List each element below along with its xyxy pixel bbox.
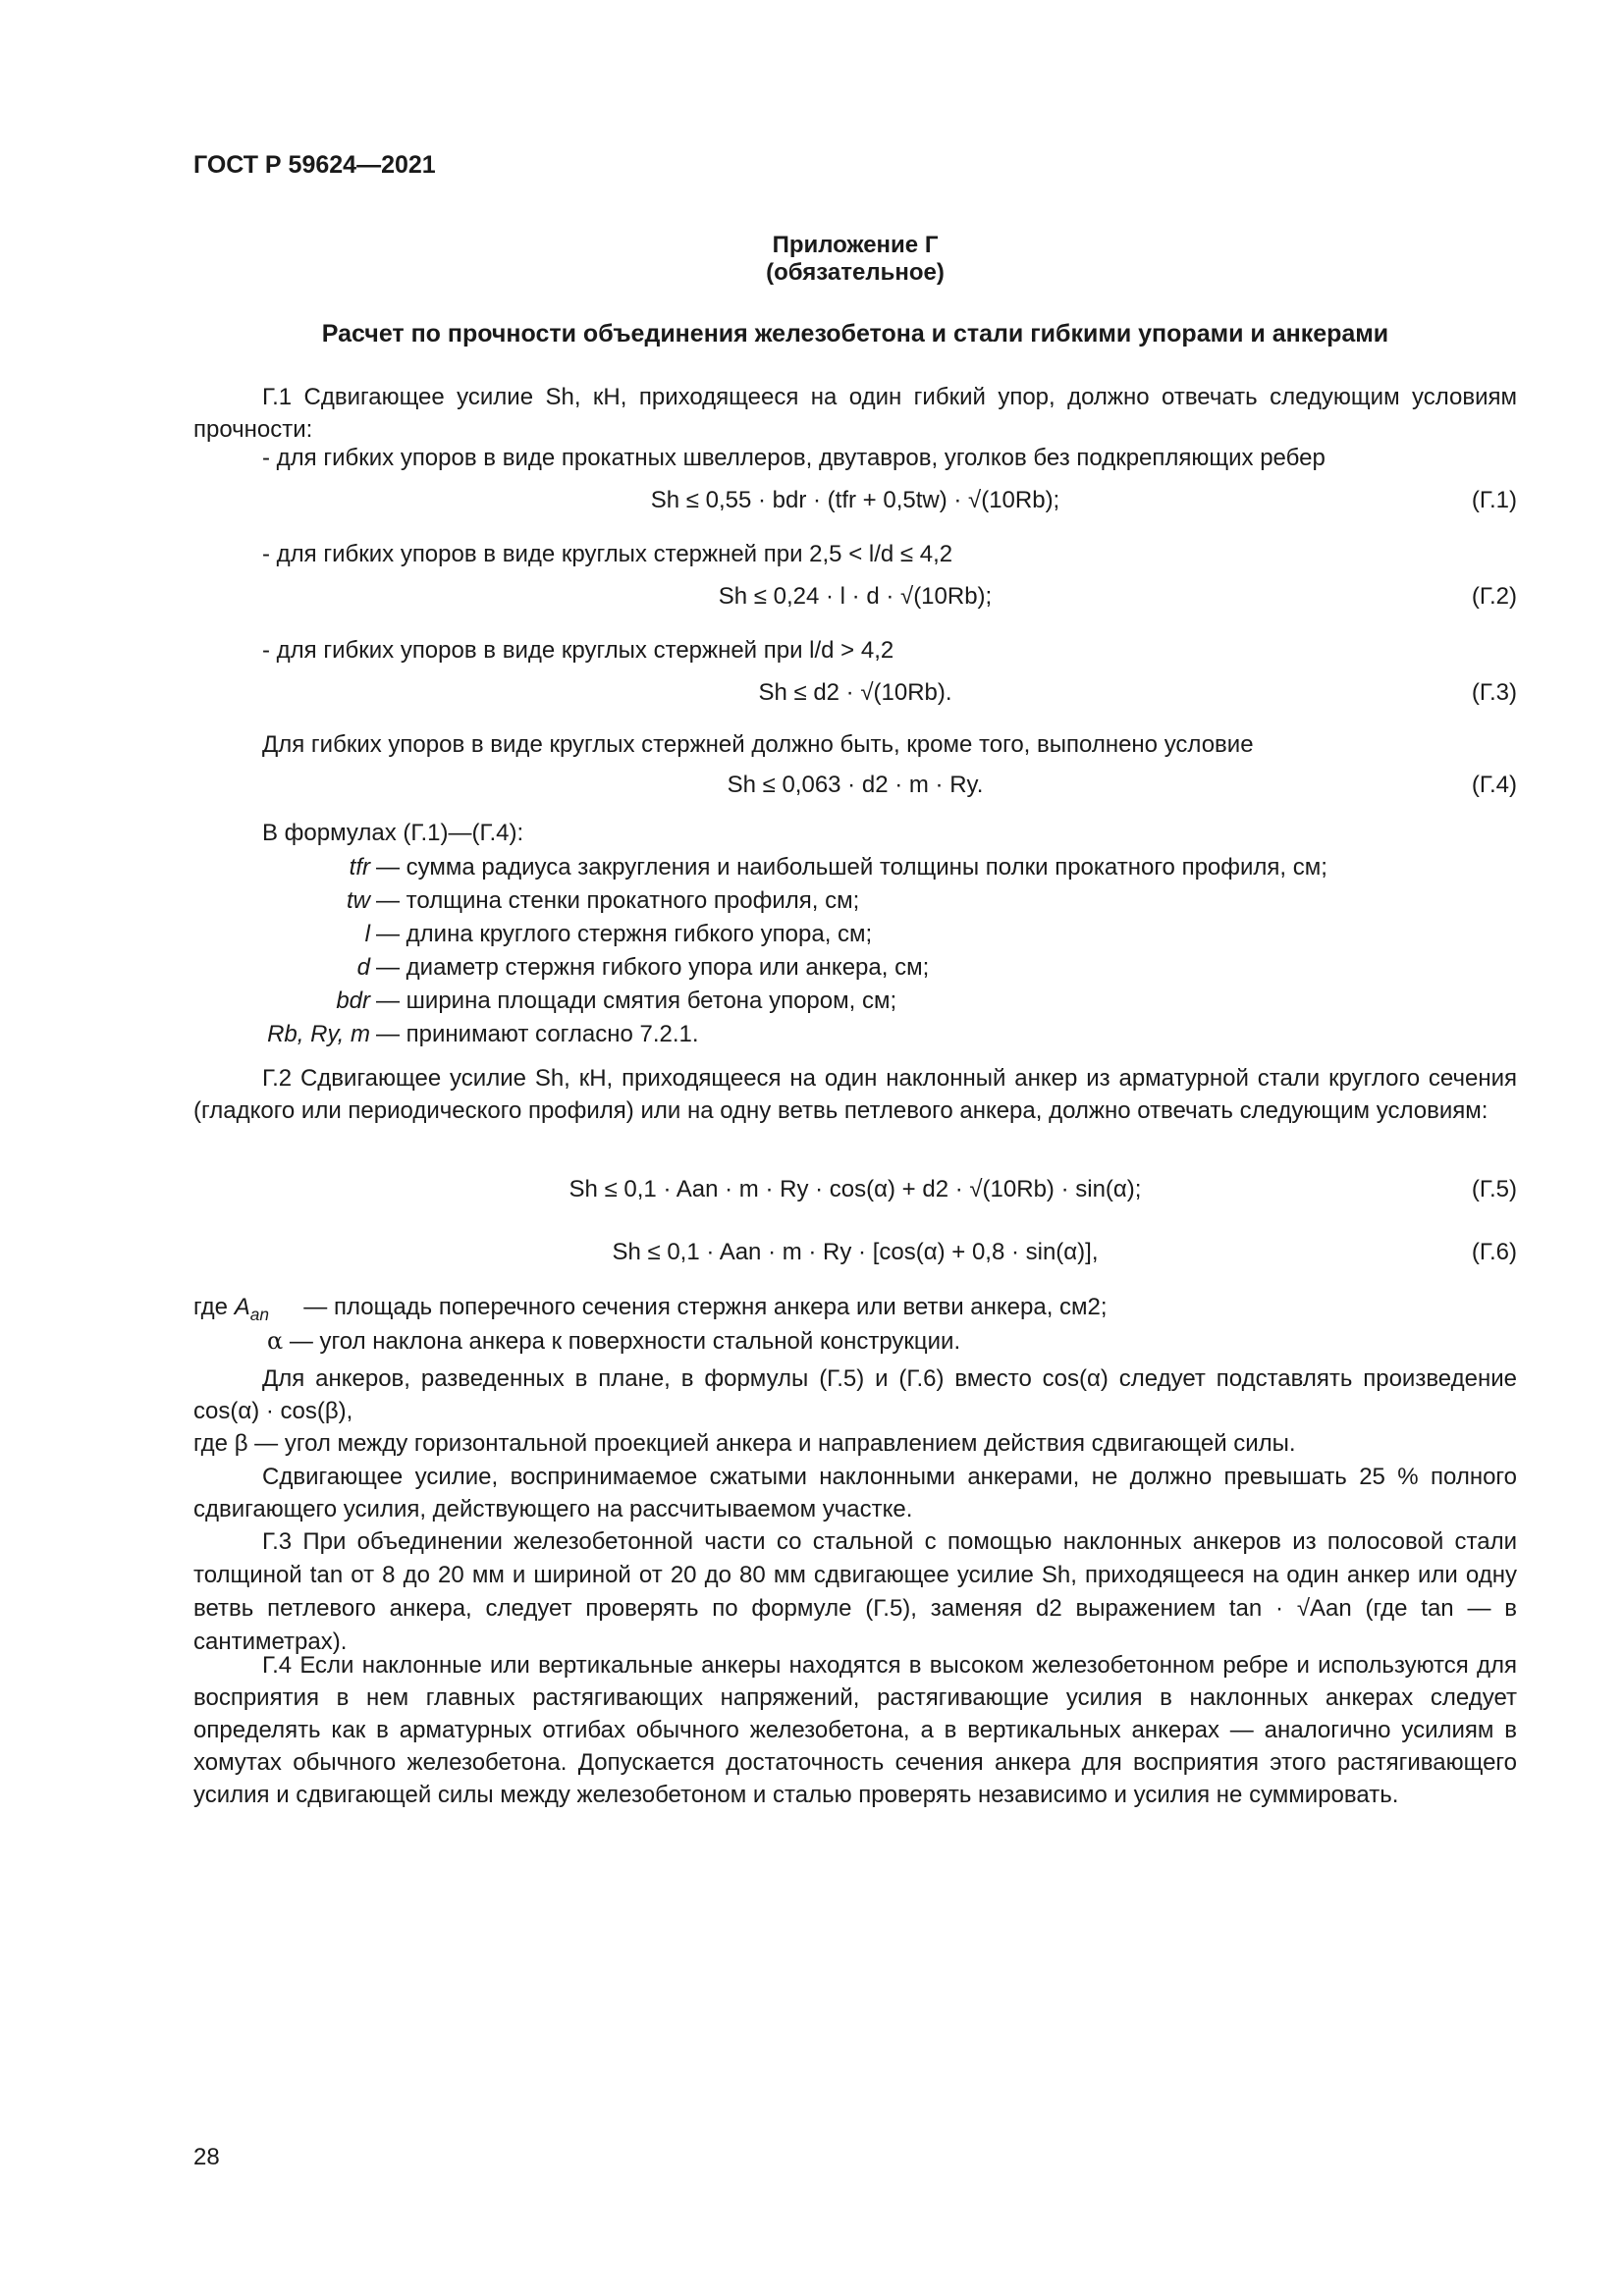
definition-symbol: tfr — [349, 854, 370, 881]
where-alpha-row — [267, 1327, 960, 1356]
formula-g2-number: (Г.2) — [1471, 583, 1517, 610]
definition-text: — толщина стенки прокатного профиля, см; — [376, 887, 860, 914]
g1-intro-text: Г.1 Сдвигающее усилие Sh, кН, приходящееся на один гибкий упор, должно отвечать следующим условиям прочности: — [193, 384, 1517, 443]
g2-beta: где β — угол между горизонтальной проекцией анкера и направлением действия сдвигающей силы. — [193, 1430, 1296, 1457]
definition-text: — ширина площади смятия бетона упором, см; — [376, 988, 897, 1014]
formula-g6 — [193, 1239, 1517, 1278]
formula-g5 — [193, 1176, 1517, 1215]
definition-text: — принимают согласно 7.2.1. — [376, 1021, 699, 1047]
symbol-aan: $A_{an}$ — [234, 1294, 269, 1324]
section-title: Расчет по прочности объединения железобетона и стали гибкими упорами и анкерами — [321, 320, 1389, 347]
g3-paragraph: Г.3 При объединении железобетонной части со стальной с помощью наклонных анкеров из полосовой стали толщиной tan от 8 до 20 мм и шириной от 20 до 80 мм сдвигающее усилие Sh, приходящееся на один анкер или одну ветвь петлевого анкера, следует проверять по формуле (Г.5), заменяя d2 выражением tan · √Aan (где tan — в сантиметрах). — [193, 1528, 1517, 1655]
formula-g3 — [193, 679, 1517, 719]
formula-g4 — [193, 772, 1517, 811]
g2-spread: Для анкеров, разведенных в плане, в формулы (Г.5) и (Г.6) вместо cos(α) следует подставлять произведение cos(α) · cos(β), — [193, 1365, 1517, 1424]
g2-intro: Г.2 Сдвигающее усилие Sh, кН, приходящееся на один наклонный анкер из арматурной стали круглого сечения (гладкого или периодического профиля) или на одну ветвь петлевого анкера, должно отвечать следующим условиям: — [193, 1065, 1517, 1124]
where-aan-row — [193, 1294, 1108, 1325]
formula-g5-number: (Г.5) — [1471, 1176, 1517, 1202]
definition-text: — диаметр стержня гибкого упора или анкера, см; — [376, 954, 930, 981]
formula-g3-number: (Г.3) — [1471, 679, 1517, 706]
definition-text: — сумма радиуса закругления и наибольшей толщины полки прокатного профиля, см; — [376, 854, 1327, 881]
appendix-status: (обязательное) — [766, 259, 945, 286]
g1-case1: - для гибких упоров в виде прокатных швеллеров, двутавров, уголков без подкрепляющих ребер — [262, 445, 1326, 471]
formula-g6-expr: Sh ≤ 0,1 · Aan · m · Ry · [cos(α) + 0,8 · sin(α)], — [612, 1239, 1099, 1265]
formula-g6-number: (Г.6) — [1471, 1239, 1517, 1265]
definition-symbol: tw — [347, 887, 370, 914]
formula-g1-expr: Sh ≤ 0,55 · bdr · (tfr + 0,5tw) · √(10Rb); — [650, 487, 1060, 513]
definition-symbol: bdr — [336, 988, 370, 1014]
page-number: 28 — [193, 2144, 220, 2170]
g1-intro — [193, 381, 1517, 446]
formula-g2-expr: Sh ≤ 0,24 · l · d · √(10Rb); — [718, 583, 993, 610]
definitions-list — [193, 854, 1568, 1060]
g1-in-formulas: В формулах (Г.1)—(Г.4): — [262, 820, 524, 846]
where-aan-text: — площадь поперечного сечения стержня анкера или ветви анкера, см2; — [303, 1294, 1108, 1320]
document-code: ГОСТ Р 59624—2021 — [193, 151, 436, 179]
definition-symbol: Rb, Ry, m — [267, 1021, 370, 1047]
formula-g2 — [193, 583, 1517, 622]
definition-text: — длина круглого стержня гибкого упора, см; — [376, 921, 873, 947]
appendix-title: Приложение Г — [772, 232, 939, 258]
formula-g4-expr: Sh ≤ 0,063 · d2 · m · Ry. — [727, 772, 984, 798]
definition-symbol: d — [356, 954, 370, 981]
g4-paragraph: Г.4 Если наклонные или вертикальные анкеры находятся в высоком железобетонном ребре и используются для восприятия в нем главных растягивающих напряжений, растягивающие усилия в наклонных анкерах следует определять как в арматурных отгибах обычного железобетона, а в вертикальных анкерах — аналогично усилиям в хомутах обычного железобетона. Допускается достаточность сечения анкера для восприятия этого растягивающего усилия и сдвигающей силы между железобетоном и сталью проверять независимо и усилия не суммировать. — [193, 1652, 1517, 1808]
formula-g1-number: (Г.1) — [1471, 487, 1517, 513]
formula-g5-expr: Sh ≤ 0,1 · Aan · m · Ry · cos(α) + d2 · √(10Rb) · sin(α); — [568, 1176, 1142, 1202]
where-alpha-text: — угол наклона анкера к поверхности стальной конструкции. — [289, 1328, 961, 1355]
formula-g1 — [193, 487, 1517, 526]
formula-g4-number: (Г.4) — [1471, 772, 1517, 798]
g2-compressed: Сдвигающее усилие, воспринимаемое сжатыми наклонными анкерами, не должно превышать 25 % полного сдвигающего усилия, действующего на рассчитываемом участке. — [193, 1464, 1517, 1522]
formula-g3-expr: Sh ≤ d2 · √(10Rb). — [758, 679, 952, 706]
g1-case3: - для гибких упоров в виде круглых стержней при l/d > 4,2 — [262, 637, 894, 664]
g1-case2: - для гибких упоров в виде круглых стержней при 2,5 < l/d ≤ 4,2 — [262, 541, 953, 567]
where-label: где — [193, 1294, 235, 1320]
definition-symbol: l — [364, 921, 370, 947]
symbol-alpha: α — [267, 1327, 284, 1355]
g1-extra: Для гибких упоров в виде круглых стержней должно быть, кроме того, выполнено условие — [262, 731, 1254, 758]
